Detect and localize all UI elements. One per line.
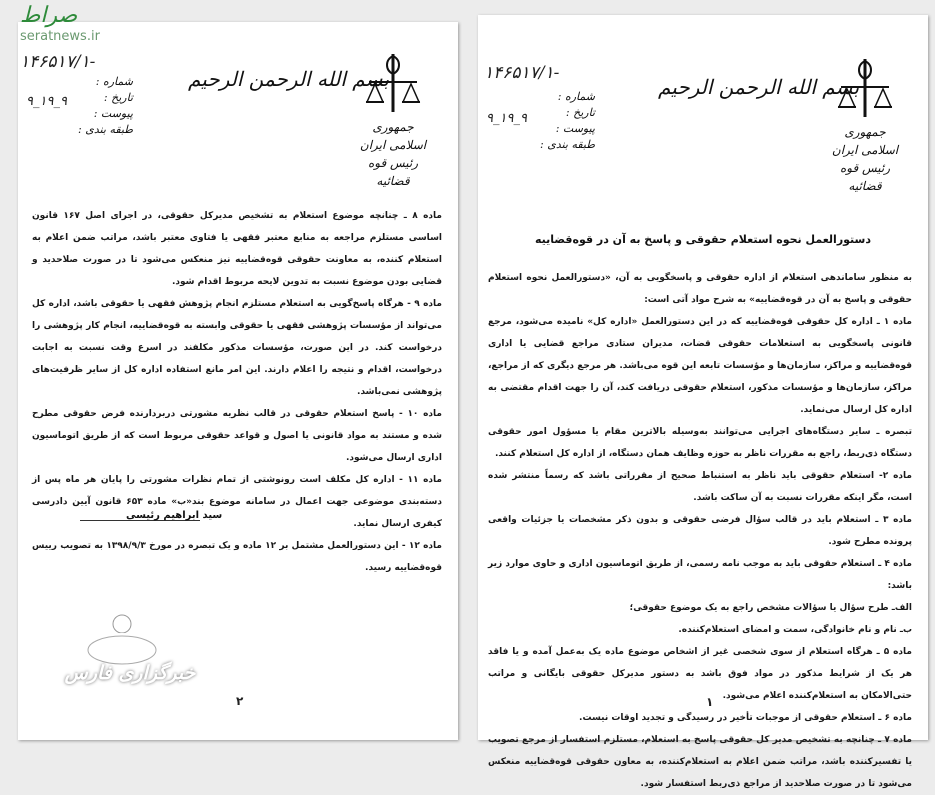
classification-label: طبقه بندی : xyxy=(540,138,595,151)
fars-logo-text: خبرگزاری فارس xyxy=(64,662,196,684)
article-3: ماده ۳ ـ استعلام باید در قالب سؤال فرضی حقوقی و بدون ذکر مشخصات یا جزئیات واقعی پرونده مطرح شود. xyxy=(488,515,912,547)
handwritten-date: ۹_۱۹_۹ xyxy=(26,94,67,109)
article-7: ماده ۷ ـ چنانچه به تشخیص مدیر کل حقوقی پاسخ به استعلام، مستلزم استفسار از مرجع تصویب یا تفسیرکننده باشد، مراتب ضمن اعلام به استعلام‌کننده، به معاون حقوقی قوه‌قضاییه منعکس می‌شود تا در صورت صلاحدید از مراجع ذی‌ربط استفسار شود. xyxy=(488,735,912,789)
article-12: ماده ۱۲ - این دستورالعمل مشتمل بر ۱۲ ماده و یک تبصره در مورخ ۱۳۹۸/۹/۳ به تصویب رییس قوه‌قضاییه رسید. xyxy=(32,541,442,573)
watermark-site: seratnews.ir xyxy=(20,29,100,44)
org-title: رئیس قوه قضائیه xyxy=(839,161,891,193)
bismillah-calligraphy: بسم الله الرحمن الرحیم xyxy=(188,67,390,91)
document-title: دستورالعمل نحوه استعلام حقوقی و پاسخ به آن در قوه‌قضاییه xyxy=(534,233,871,246)
article-1: ماده ۱ ـ اداره کل حقوقی قوه‌قضاییه که در این دستورالعمل «اداره کل» نامیده می‌شود، مرجع قانونی پاسخگویی به استعلامات حقوقی قضات، مدیران ستادی مراجع قضایی یا اداری قوه‌قضاییه و مراکز، سازمان‌ها و مؤسسات تابعه این قوه می‌باشد. هر مرجع دیگری که از مراجع، مراکز، سازمان‌ها و مؤسسات مذکور، استعلام حقوقی دریافت کند، آن را جهت اقدام مقتضی به اداره کل ارسال می‌نماید. xyxy=(488,317,912,415)
article-10: ماده ۱۰ - پاسخ استعلام حقوقی در قالب نظریه مشورتی دربردارنده فرض حقوقی مطرح شده و مستند به مواد قانونی یا اصول و قواعد حقوقی مربوط است که از طریق اتوماسیون اداری ارسال می‌شود. xyxy=(32,409,442,463)
attachment-label: پیوست : xyxy=(93,107,133,120)
signatory-name: سید ابراهیم رئیسی xyxy=(126,510,223,521)
serat-watermark xyxy=(20,3,130,44)
article-11: ماده ۱۱ - اداره کل مکلف است رونوشتی از تمام نظرات مشورتی را پایان هر ماه پس از دسته‌بندی موضوعی جهت اعمال در سامانه موضوع بند«ب» ماده ۶۵۳ قانون آیین دادرسی کیفری ارسال نماید. xyxy=(32,475,442,529)
handwritten-number: ۱۴۶۵۱۷/۱- xyxy=(20,52,96,72)
letter-meta xyxy=(78,74,133,138)
article-4-item-a: الف‌ـ طرح سؤال یا سؤالات مشخص راجع به یک موضوع حقوقی؛ xyxy=(629,603,912,613)
date-label: تاریخ : xyxy=(103,91,133,104)
number-label: شماره : xyxy=(557,90,595,103)
handwritten-number: ۱۴۶۵۱۷/۱- xyxy=(484,63,560,83)
article-5: ماده ۵ ـ هرگاه استعلام از سوی شخصی غیر از اشخاص موضوع ماده یک به‌عمل آمده و یا فاقد هر یک از شرایط مذکور در مواد فوق باشد به دستور مدیرکل حقوقی بایگانی و مراتب حتی‌الامکان به استعلام‌کننده اعلام می‌شود. xyxy=(488,647,912,701)
note: تبصره ـ سایر دستگاه‌های اجرایی می‌توانند به‌وسیله بالاترین مقام یا مسؤول امور حقوقی دستگاه ذی‌ربط، راجع به مقررات ناظر به حوزه وظایف همان دستگاه، از اداره کل استعلام کنند. xyxy=(488,427,912,459)
serat-logo-icon: صراط xyxy=(20,3,78,28)
article-2: ماده ۲- استعلام حقوقی باید ناظر به استنباط صحیح از مقرراتی باشد که رسماً منتشر شده است، مگر اینکه مقررات نسبت به آن ساکت باشد. xyxy=(488,471,912,503)
article-8: ماده ۸ ـ چنانچه موضوع استعلام به تشخیص مدیرکل حقوقی، در اجرای اصل ۱۶۷ قانون اساسی مستلزم مراجعه به منابع معتبر فقهی یا فتاوی معتبر باشد، مراتب ضمن اعلام به استعلام کننده، به معاونت حقوقی قوه‌قضاییه نیز منعکس می‌شود تا در صورت صلاحدید و قضایی بودن موضوع نسبت به تدوین لایحه مربوط اقدام شود. xyxy=(32,211,442,287)
page-number: ۲ xyxy=(236,694,244,708)
date-label: تاریخ : xyxy=(565,106,595,119)
article-4: ماده ۴ ـ استعلام حقوقی باید به موجب نامه رسمی، از طریق اتوماسیون اداری و حاوی موارد زیر باشد: xyxy=(488,559,912,591)
document-page-1 xyxy=(478,15,928,789)
page2-body xyxy=(32,205,442,579)
attachment-label: پیوست : xyxy=(555,122,595,135)
letter-meta xyxy=(540,89,595,153)
page1-body xyxy=(488,267,912,795)
org-name: جمهوری اسلامی ایران xyxy=(359,120,427,152)
handwritten-date: ۹_۱۹_۹ xyxy=(486,111,527,126)
bismillah-calligraphy: بسم الله الرحمن الرحیم xyxy=(658,75,860,99)
page-number: ۱ xyxy=(706,695,714,709)
fars-news-logo xyxy=(60,610,200,700)
org-title: رئیس قوه قضائیه xyxy=(367,156,419,188)
fars-logo-icon xyxy=(60,610,200,670)
article-4-item-b: ب‌ـ نام و نام خانوادگی، سمت و امضای استعلام‌کننده. xyxy=(678,625,912,635)
preamble: به منظور ساماندهی استعلام از اداره حقوقی و پاسخگویی به آن، «دستورالعمل نحوه استعلام حقوقی و پاسخ به آن در قوه‌قضاییه» به شرح مواد آتی است: xyxy=(488,273,912,305)
number-label: شماره : xyxy=(95,75,133,88)
org-name: جمهوری اسلامی ایران xyxy=(831,125,899,157)
classification-label: طبقه بندی : xyxy=(78,123,133,136)
article-6: ماده ۶ ـ استعلام حقوقی از موجبات تأخیر در رسیدگی و تجدید اوقات نیست. xyxy=(579,713,912,723)
article-9: ماده ۹ - هرگاه پاسخ‌گویی به استعلام مستلزم انجام پژوهش فقهی یا حقوقی باشد، اداره کل می‌تواند از مؤسسات پژوهشی فقهی یا حقوقی وابسته به قوه‌قضاییه، انجام کار پژوهشی را درخواست کند. در این صورت، مؤسسات مذکور مکلفند در اسرع وقت نسبت به اجابت درخواست، اقدام و نتیجه را اعلام دارند. این امر مانع استفاده اداره کل از سایر ظرفیت‌های پژوهشی نمی‌باشد. xyxy=(32,299,442,397)
